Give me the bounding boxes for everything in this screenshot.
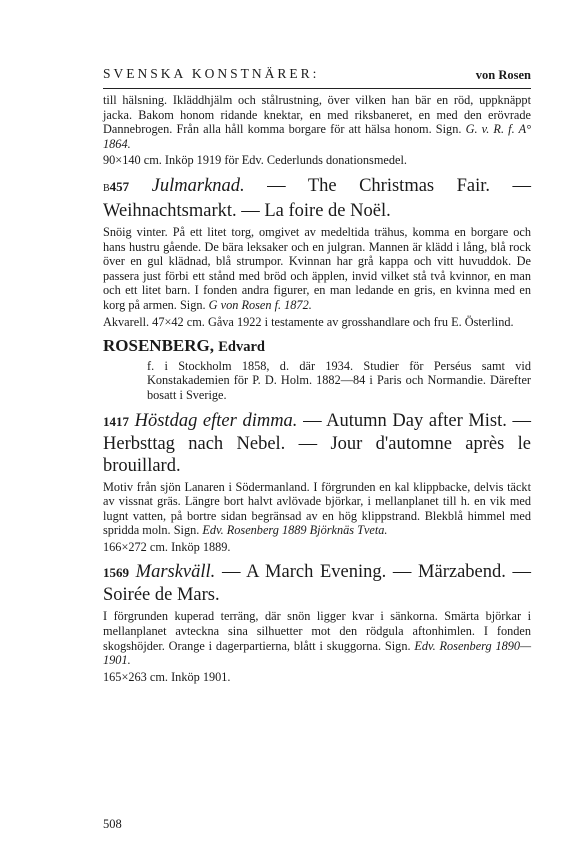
entry-title-1569 [103, 561, 531, 606]
header-rule [103, 88, 531, 89]
catalogue-number: 1569 [103, 565, 129, 581]
entry-title-457 [103, 175, 531, 222]
entry-text: Motiv från sjön Lanaren i Södermanland. I förgrunden en kal klippbacke, delvis täckt av vissnat gräs. Längre bort halvt avlövade björkar, i mellanplanet till h. en vik med lugnt vatten, på bortre sidan begränsad av en hög klippstrand. Blekblå himmel med spridda moln. Sign. [103, 479, 531, 538]
artist-firstname: Edvard [218, 339, 265, 356]
entry-description [103, 225, 531, 313]
entry-meta: 166×272 cm. Inköp 1889. [103, 539, 231, 554]
entry-meta: Akvarell. 47×42 cm. Gåva 1922 i testamente av grosshandlare och fru E. Österlind. [103, 314, 514, 329]
running-title: SVENSKA KONSTNÄRER: [103, 66, 320, 81]
entry-description [103, 93, 531, 151]
artist-heading [103, 336, 531, 356]
entry-description [103, 480, 531, 538]
entry-title-1417 [103, 410, 531, 477]
catalogue-prefix: B [103, 182, 110, 194]
entry-text: Snöig vinter. På ett litet torg, omgivet av medeltida trähus, komma en borgare och hans hustru gående. De bära leksaker och en julgran. Mannen är klädd i lång, blå rock över en gul klädnad, blå strumpor. Kvinnan har grå kappa och vitt huvuddok. De passera just förbi ett stånd med bröd och äpplen, invid vilket stå två kvinnor, en man och ett litet barn. I fonden andra figurer, en man ledande en gris, en kvinna med en korg på armen. Sign. [103, 224, 531, 312]
entry-text: till hälsning. Ikläddhjälm och stålrustning, över vilken han bär en röd, uppknäppt jacka. Bakom honom ridande knektar, en med riksbaneret, en med den erövrade Dannebrogen. Från alla håll komma borgare för att hälsa honom. Sign. [103, 93, 531, 137]
title-swedish: Julmarknad. [151, 175, 245, 196]
signature: Edv. Rosenberg 1890—1901. [103, 638, 532, 668]
signature: G. v. R. f. A° 1864. [103, 122, 531, 151]
page-content [103, 93, 531, 684]
entry-description [103, 609, 531, 667]
catalogue-number: 1417 [103, 413, 129, 429]
catalogue-number: 457 [109, 178, 130, 194]
title-translations: — Autumn Day after Mist. — Herbsttag nach Nebel. — Jour d'automne après le brouillard. [103, 410, 532, 476]
title-swedish: Höstdag efter dimma. [134, 410, 298, 431]
signature: Edv. Rosenberg 1889 Björknäs Tveta. [202, 523, 388, 538]
section-heading: von Rosen [475, 68, 531, 82]
entry-meta: 165×263 cm. Inköp 1901. [103, 669, 231, 684]
signature: G von Rosen f. 1872. [208, 297, 312, 312]
entry-text: I förgrunden kuperad terräng, där snön ligger kvar i sänkorna. Smärta björkar i mellanplanet avteckna sina silhuetter mot den rödgula aftonhimlen. I fonden skogshöjder. Orange i dagerpartierna, blått i skuggorna. Sign. [103, 609, 531, 653]
title-translations: — The Christmas Fair. — Weihnachtsmarkt. — La foire de Noël. [103, 175, 532, 221]
artist-surname: ROSENBERG, [103, 336, 214, 356]
entry-meta: 90×140 cm. Inköp 1919 för Edv. Cederlunds donationsmedel. [103, 153, 407, 168]
title-translations: — A March Evening. — Märzabend. — Soirée de Mars. [103, 562, 532, 606]
artist-bio: f. i Stockholm 1858, d. där 1934. Studier för Perséus samt vid Konstakademien för P. D. Holm. 1882—84 i Paris och Normandie. Därefter bosatt i Sverige. [147, 358, 531, 402]
title-swedish: Marskväll. [135, 562, 216, 583]
page-number: 508 [103, 817, 122, 831]
